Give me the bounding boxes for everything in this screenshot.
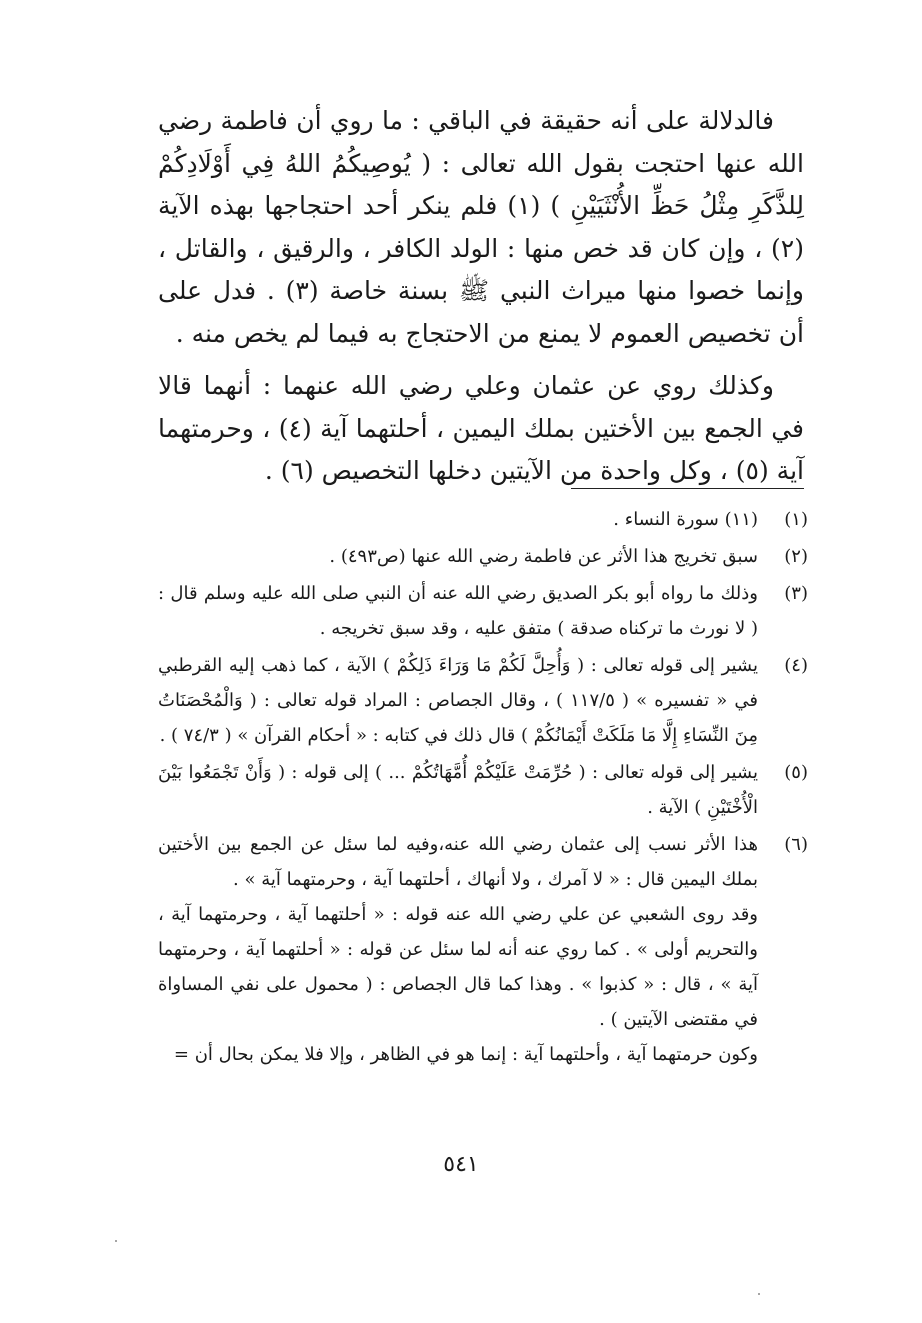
footnote: [158, 576, 808, 646]
footnotes: [158, 502, 808, 1072]
footnote-line: يشير إلى قوله تعالى : ( وَأُحِلَّ لَكُمْ مَا وَرَاءَ ذَلِكُمْ ) الآية ، كما ذهب إليه القرطبي في « تفسيره » ( ١١٧/٥ ) ، وقال الجصاص : المراد قوله تعالى : ( وَالْمُحْصَنَاتُ مِنَ النِّسَاءِ إِلَّا مَا مَلَكَتْ أَيْمَانُكُمْ ) قال ذلك في كتابه : « أحكام القرآن » ( ٧٤/٣ ) .: [158, 655, 758, 746]
scan-speck: [115, 1240, 117, 1242]
footnote-line: يشير إلى قوله تعالى : ( حُرِّمَتْ عَلَيْكُمْ أُمَّهَاتُكُمْ ... ) إلى قوله : ( وَأَنْ تَجْمَعُوا بَيْنَ الْأُخْتَيْنِ ) الآية .: [158, 762, 758, 818]
footnote-line: (١١) سورة النساء .: [613, 509, 758, 530]
footnote: [158, 755, 808, 825]
footnote-text: [158, 539, 758, 574]
footnote-line: وكون حرمتهما آية ، وأحلتهما آية : إنما هو في الظاهر ، وإلا فلا يمكن بحال أن =: [173, 1044, 758, 1065]
footnote-text: [158, 502, 758, 537]
footnote-text: [158, 648, 758, 753]
footnote: [158, 648, 808, 753]
footnote-number: (١): [784, 509, 808, 530]
footnote-number: (٥): [784, 762, 808, 783]
page-number: ٥٤١: [443, 1152, 479, 1177]
footnote-number: (٦): [784, 834, 808, 855]
footnote-text: [158, 755, 758, 825]
footnote: [158, 502, 808, 537]
footnote-separator: [571, 488, 804, 489]
footnote-number: (٣): [784, 583, 808, 604]
footnote: [158, 827, 808, 1072]
footnote-line: وقد روى الشعبي عن علي رضي الله عنه قوله : « أحلتهما آية ، وحرمتهما آية ، والتحريم أولى » . كما روي عنه أنه لما سئل عن قوله : « أحلتهما آية ، وحرمتهما آية » ، قال : « كذبوا » . وهذا كما قال الجصاص : ( محمول على نفي المساواة في مقتضى الآيتين ) .: [158, 904, 758, 1030]
scan-speck: [758, 1293, 760, 1295]
main-paragraph: وكذلك روي عن عثمان وعلي رضي الله عنهما : أنهما قالا في الجمع بين الأختين بملك اليمين ، أحلتهما آية (٤) ، وحرمتهما آية (٥) ، وكل واحدة من الآيتين دخلها التخصيص (٦) .: [158, 371, 804, 485]
footnote-text: [158, 827, 758, 1072]
footnote: [158, 539, 808, 574]
footnote-line: هذا الأثر نسب إلى عثمان رضي الله عنه،وفيه لما سئل عن الجمع بين الأختين بملك اليمين قال : « لا آمرك ، ولا أنهاك ، أحلتهما آية ، وحرمتهما آية » .: [158, 834, 758, 890]
main-paragraph: فالدلالة على أنه حقيقة في الباقي : ما روي أن فاطمة رضي الله عنها احتجت بقول الله تعالى : ( يُوصِيكُمُ اللهُ فِي أَوْلَادِكُمْ لِلذَّكَرِ مِثْلُ حَظِّ الأُنْثَيَيْنِ ) (١) فلم ينكر أحد احتجاجها بهذه الآية (٢) ، وإن كان قد خص منها : الولد الكافر ، والرقيق ، والقاتل ، وإنما خصوا منها ميراث النبي ﷺ بسنة خاصة (٣) . فدل على أن تخصيص العموم لا يمنع من الاحتجاج به فيما لم يخص منه .: [158, 106, 805, 348]
main-text: [158, 100, 804, 493]
footnote-line: وذلك ما رواه أبو بكر الصديق رضي الله عنه أن النبي صلى الله عليه وسلم قال : ( لا نورث ما تركناه صدقة ) متفق عليه ، وقد سبق تخريجه .: [158, 583, 758, 639]
footnote-line: سبق تخريج هذا الأثر عن فاطمة رضي الله عنها (ص٤٩٣) .: [329, 546, 758, 567]
footnote-number: (٢): [784, 546, 808, 567]
footnote-number: (٤): [784, 655, 808, 676]
footnote-text: [158, 576, 758, 646]
